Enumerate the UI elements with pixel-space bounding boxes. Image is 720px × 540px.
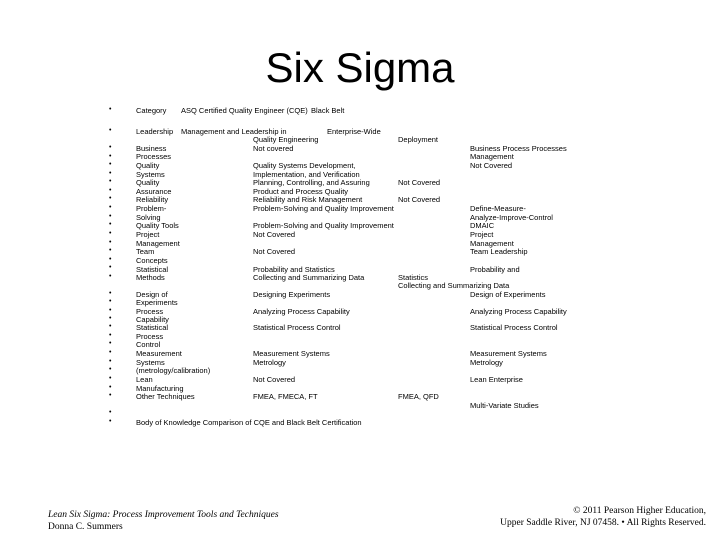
cell-left: Measurement <box>136 349 182 358</box>
cell-mid: Statistical Process Control <box>253 323 341 332</box>
cell-left: Statistical <box>136 323 169 332</box>
cell-left: Systems <box>136 358 165 367</box>
cell-left: Systems <box>136 170 165 179</box>
cell-mid: Collecting and Summarizing Data <box>253 273 365 282</box>
rights-line: Upper Saddle River, NJ 07458. • All Rights Reserved. <box>500 518 706 528</box>
bullet-icon: • <box>109 230 112 237</box>
cell-left: Team <box>136 247 155 256</box>
bullet-icon: • <box>109 315 112 322</box>
cell-mid: Quality Systems Development, <box>253 161 356 170</box>
cell-mid: Problem-Solving and Quality Improvement <box>253 221 394 230</box>
cell-mid: Reliability and Risk Management <box>253 195 363 204</box>
bullet-icon: • <box>109 290 112 297</box>
cell-left: Design of <box>136 290 168 299</box>
cell-mid: Planning, Controlling, and Assuring <box>253 178 370 187</box>
bullet-icon: • <box>109 392 112 399</box>
cell-right: Business Process Processes <box>470 144 567 153</box>
cell-left: Control <box>136 340 161 349</box>
cell-right: Metrology <box>470 358 503 367</box>
bullet-icon: • <box>109 127 112 134</box>
bullet-icon: • <box>109 256 112 263</box>
cell-left: Experiments <box>136 298 178 307</box>
bullet-icon: • <box>109 358 112 365</box>
cell-left: Problem- <box>136 204 167 213</box>
bullet-icon: • <box>109 144 112 151</box>
cell-mid: Not Covered <box>253 375 296 384</box>
cell-right: Statistical Process Control <box>470 323 558 332</box>
cell-right: Not Covered <box>398 195 441 204</box>
bullet-icon: • <box>109 264 112 271</box>
cell-left: Process <box>136 332 164 341</box>
cell-left: Concepts <box>136 256 168 265</box>
slide-title: Six Sigma <box>265 44 455 91</box>
bullet-icon: • <box>109 247 112 254</box>
cell-right: Management <box>470 239 514 248</box>
cell-left: Quality Tools <box>136 221 179 230</box>
cell-left: Management <box>136 239 180 248</box>
cell-mid: Product and Process Quality <box>253 187 349 196</box>
bullet-icon: • <box>109 375 112 382</box>
cell-mid: FMEA, FMECA, FT <box>253 392 318 401</box>
bullet-icon: • <box>109 106 112 113</box>
cell-right: Analyzing Process Capability <box>470 307 567 316</box>
bullet-icon: • <box>109 273 112 280</box>
cell-right: Lean Enterprise <box>470 375 523 384</box>
cell-mid: Implementation, and Verification <box>253 170 360 179</box>
cell-mid: Not covered <box>253 144 294 153</box>
cell-left: Manufacturing <box>136 384 184 393</box>
author-name: Donna C. Summers <box>48 522 123 532</box>
cell-right: Define-Measure- <box>470 204 526 213</box>
bullet-icon: • <box>109 418 112 425</box>
cell-right: Project <box>470 230 494 239</box>
bullet-icon: • <box>109 340 112 347</box>
cell-mid: Analyzing Process Capability <box>253 307 350 316</box>
cell-right: FMEA, QFD <box>398 392 439 401</box>
cell-mid: Designing Experiments <box>253 290 331 299</box>
cell-left: Capability <box>136 315 169 324</box>
cell-left: Processes <box>136 152 172 161</box>
cell-left: Body of Knowledge Comparison of CQE and Black Belt Certification <box>136 418 362 427</box>
cell-right: Black Belt <box>311 106 345 115</box>
cell-mid: Not Covered <box>253 247 296 256</box>
bullet-icon: • <box>109 332 112 339</box>
copyright-line: © 2011 Pearson Higher Education, <box>573 506 706 516</box>
cell-left: Methods <box>136 273 165 282</box>
cell-left: Category <box>136 106 167 115</box>
cell-right: Not Covered <box>470 161 513 170</box>
bullet-icon: • <box>109 178 112 185</box>
bullet-icon: • <box>109 307 112 314</box>
cell-mid: Management and Leadership in <box>181 127 287 136</box>
cell-right: Management <box>470 152 514 161</box>
cell-right: DMAIC <box>470 221 495 230</box>
cell-left: Quality <box>136 161 160 170</box>
cell-mid: Measurement Systems <box>253 349 330 358</box>
cell-right: Team Leadership <box>470 247 528 256</box>
cell-right: Statistics <box>398 273 429 282</box>
cell-left: Process <box>136 307 164 316</box>
cell-left: Solving <box>136 213 161 222</box>
cell-mid: Probability and Statistics <box>253 265 335 274</box>
cell-left: Leadership <box>136 127 174 136</box>
bullet-icon: • <box>109 153 112 160</box>
bullet-icon: • <box>109 409 112 416</box>
cell-left: (metrology/calibration) <box>136 366 211 375</box>
cell-right: Collecting and Summarizing Data <box>398 281 510 290</box>
cell-right: Design of Experiments <box>470 290 546 299</box>
bullet-icon: • <box>109 349 112 356</box>
bullet-icon: • <box>109 298 112 305</box>
footer-book-info <box>48 509 279 533</box>
bullet-icon: • <box>109 187 112 194</box>
cell-right: Multi-Variate Studies <box>470 401 539 410</box>
bullet-icon: • <box>109 366 112 373</box>
bullet-icon: • <box>109 170 112 177</box>
cell-left: Quality <box>136 178 160 187</box>
cell-left: Assurance <box>136 187 172 196</box>
bullet-icon: • <box>109 161 112 168</box>
bullet-icon: • <box>109 384 112 391</box>
cell-mid: Problem-Solving and Quality Improvement <box>253 204 394 213</box>
bullet-icon: • <box>109 204 112 211</box>
bullet-icon: • <box>109 213 112 220</box>
cell-mid: Metrology <box>253 358 286 367</box>
cell-right: Measurement Systems <box>470 349 547 358</box>
footer-copyright <box>500 505 706 529</box>
cell-right: Probability and <box>470 265 520 274</box>
book-title: Lean Six Sigma: Process Improvement Tools and Techniques <box>48 510 279 520</box>
cell-right: Not Covered <box>398 178 441 187</box>
cell-right: Analyze-Improve-Control <box>470 213 553 222</box>
cell-mid: ASQ Certified Quality Engineer (CQE) <box>181 106 308 115</box>
cell-right: Deployment <box>398 135 439 144</box>
cell-mid: Quality Engineering <box>253 135 319 144</box>
bullet-icon: • <box>109 239 112 246</box>
cell-mid: Not Covered <box>253 230 296 239</box>
bullet-icon: • <box>109 323 112 330</box>
cell-left: Other Techniques <box>136 392 195 401</box>
bullet-icon: • <box>109 221 112 228</box>
cell-left: Statistical <box>136 265 169 274</box>
cell-left: Business <box>136 144 167 153</box>
cell-left: Project <box>136 230 160 239</box>
bullet-icon: • <box>109 195 112 202</box>
cell-left: Lean <box>136 375 153 384</box>
cell-right: Enterprise-Wide <box>327 127 381 136</box>
cell-left: Reliability <box>136 195 169 204</box>
